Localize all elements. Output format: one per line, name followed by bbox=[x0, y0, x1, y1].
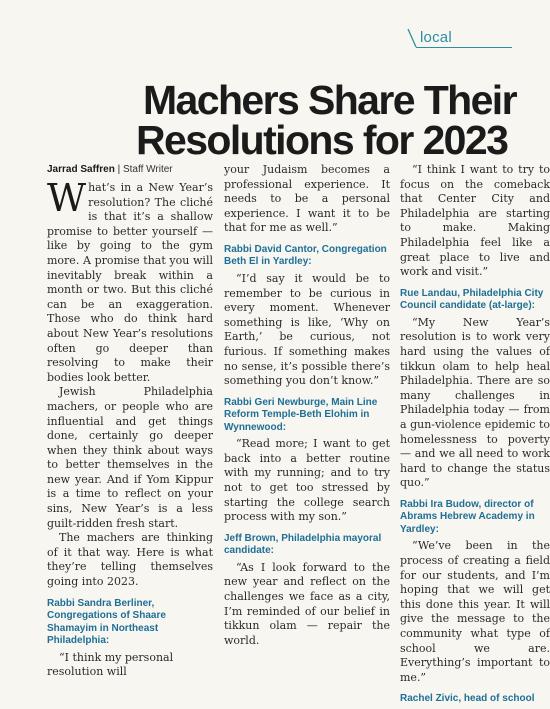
headline-line-1: Machers Share Their bbox=[143, 77, 516, 123]
subhead-sandra-berliner: Rabbi Sandra Berliner, Congregations of Shaare Shamayim in Northeast Philadelphia: bbox=[47, 597, 166, 647]
section-label: local bbox=[420, 29, 452, 46]
section-slash-icon bbox=[406, 28, 418, 48]
drop-cap: W bbox=[47, 176, 87, 220]
article-column-2 bbox=[224, 163, 390, 648]
body-paragraph: “Read more; I want to get back into a better routine with my running; and to try not to get too stressed by starting the college search process with my son.” bbox=[224, 437, 390, 524]
body-paragraph: “I think I want to try to focus on the comeback that Center City and Philadelphia are starting to make. Making Philadelphia feel like a great place to live and work and visit.” bbox=[400, 163, 550, 279]
body-paragraph: The machers are thinking of it that way. Here is what they’re telling themselves going into 2023. bbox=[47, 531, 213, 589]
headline-line-2: Resolutions for 2023 bbox=[136, 117, 508, 163]
byline bbox=[47, 163, 213, 176]
body-paragraph: “As I look forward to the new year and reflect on the challenges we face as a city, I’m reminded of our belief in tikkun olam — repair the world. bbox=[224, 560, 390, 647]
subhead-ira-budow: Rabbi Ira Budow, director of Abrams Hebrew Academy in Yardley: bbox=[400, 498, 535, 535]
body-paragraph: “I’d say it would be to remember to be curious in every moment. Whenever something is like, ‘Why on Earth,’ be curious, not furious. If something makes no sense, it’s possible there’s something you don’t know.” bbox=[224, 271, 390, 388]
subhead-geri-newburge: Rabbi Geri Newburge, Main Line Reform Temple-Beth Elohim in Wynnewood: bbox=[224, 396, 378, 433]
subhead-rue-landau: Rue Landau, Philadelphia City Council candidate (at-large): bbox=[400, 287, 544, 312]
lead-text: hat’s in a New Year’s resolution? The cliché is that it’s a shallow promise to better yourself — like by going to the gym more. A promise that you will inevitably break within a month or two. But this cliché can be an exaggeration. Those who do think hard about New Year’s resolutions often go deeper than resolving to make their bodies look better. bbox=[47, 181, 213, 384]
lead-paragraph bbox=[47, 176, 213, 385]
subhead-david-cantor: Rabbi David Cantor, Congregation Beth El in Yardley: bbox=[224, 243, 387, 268]
byline-author[interactable]: Jarrad Saffren bbox=[47, 164, 115, 175]
article-column-1 bbox=[47, 163, 213, 680]
section-tag[interactable] bbox=[406, 26, 512, 52]
body-paragraph: Jewish Philadelphia machers, or people who are influential and get things done, certainly go deeper when they think about ways to better themselves in the new year. And if Yom Kippur is a time to reflect on your sins, New Year’s is a less guilt-ridden fresh start. bbox=[47, 385, 213, 530]
article-column-3 bbox=[400, 163, 550, 709]
body-paragraph: “We’ve been in the process of creating a field for our students, and I’m hoping that we will get this done this year. It will give the message to the community what type of school we are. Everything’s important to me.” bbox=[400, 539, 550, 684]
section-rule bbox=[416, 47, 512, 48]
body-paragraph: “I think my personal resolution will bbox=[47, 650, 174, 679]
body-paragraph: “My New Year’s resolution is to work very hard using the values of tikkun olam to help heal Philadelphia. There are so many challenges in Philadelphia today — from a gun-violence epidemic to homelessness to poverty — and we all need to work hard to change the status quo.” bbox=[400, 315, 550, 490]
byline-separator: | bbox=[114, 164, 123, 175]
subhead-rachel-zivic: Rachel Zivic, head of school bbox=[400, 693, 535, 705]
body-paragraph: your Judaism becomes a professional experience. It needs to be a personal experience. I want it to be that for me as well.” bbox=[224, 163, 390, 235]
subhead-jeff-brown: Jeff Brown, Philadelphia mayoral candidate: bbox=[224, 532, 382, 557]
byline-role: Staff Writer bbox=[122, 164, 173, 175]
